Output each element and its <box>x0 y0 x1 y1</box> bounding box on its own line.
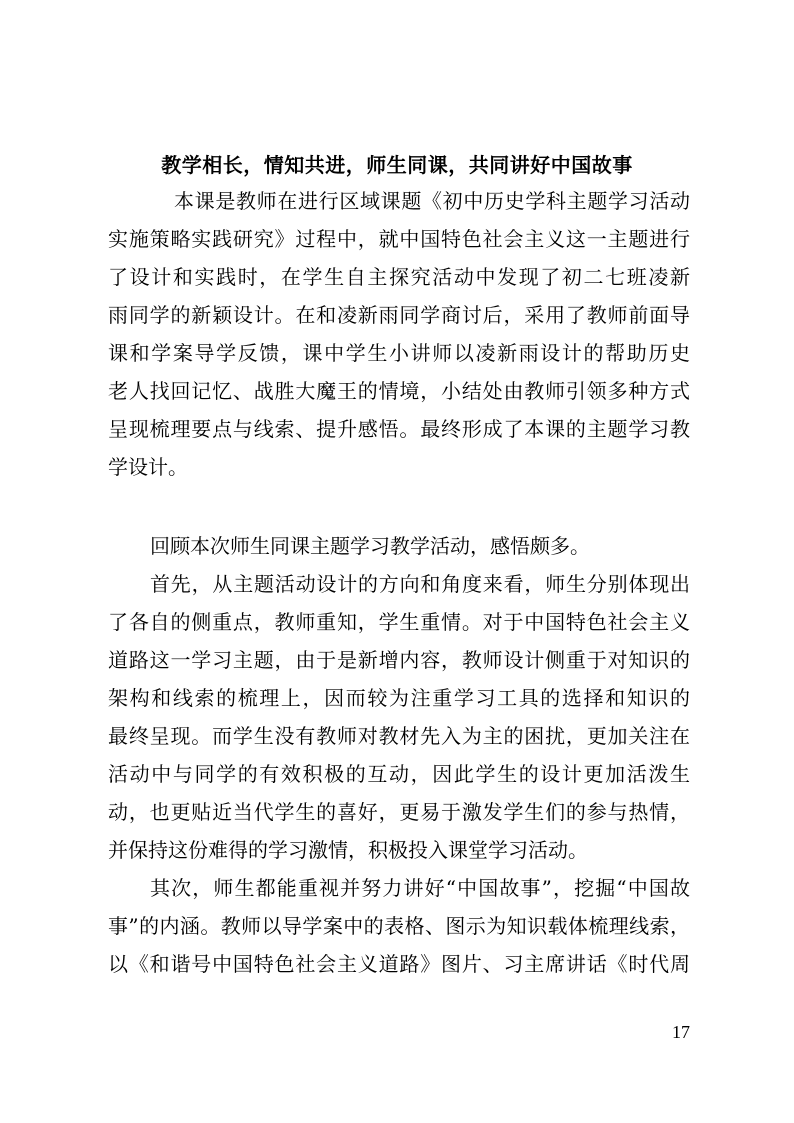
text-line: 架构和线索的梳理上，因而较为注重学习工具的选择和知识的 <box>108 686 690 710</box>
paragraph-1 <box>108 182 690 486</box>
text-line: 本课是教师在进行区域课题《初中历史学科主题学习活动 <box>174 189 690 213</box>
paragraph-2 <box>108 527 690 565</box>
paragraph-3 <box>108 565 690 869</box>
text-line: 了设计和实践时，在学生自主探究活动中发现了初二七班凌新 <box>108 265 690 289</box>
text-line: 道路这一学习主题，由于是新增内容，教师设计侧重于对知识的 <box>108 648 690 672</box>
text-line: 呈现梳理要点与线索、提升感悟。最终形成了本课的主题学习教 <box>108 417 690 441</box>
text-line: 动，也更贴近当代学生的喜好，更易于激发学生们的参与热情， <box>108 800 690 824</box>
text-line: 课和学案导学反馈，课中学生小讲师以凌新雨设计的帮助历史 <box>108 341 690 365</box>
text-line: 事”的内涵。教师以导学案中的表格、图示为知识载体梳理线索， <box>108 914 690 938</box>
text-line: 了各自的侧重点，教师重知，学生重情。对于中国特色社会主义 <box>108 610 690 634</box>
text-line: 最终呈现。而学生没有教师对教材先入为主的困扰，更加关注在 <box>108 724 690 748</box>
text-line: 首先，从主题活动设计的方向和角度来看，师生分别体现出 <box>150 572 690 596</box>
text-line: 学设计。 <box>108 455 188 479</box>
text-line: 实施策略实践研究》过程中，就中国特色社会主义这一主题进行 <box>108 227 690 251</box>
text-line: 并保持这份难得的学习激情，积极投入课堂学习活动。 <box>108 838 588 862</box>
text-line: 雨同学的新颖设计。在和凌新雨同学商讨后，采用了教师前面导 <box>108 303 690 327</box>
text-line: 回顾本次师生同课主题学习教学活动，感悟颇多。 <box>150 534 590 558</box>
page-number: 17 <box>672 1022 690 1042</box>
document-title: 教学相长，情知共进，师生同课，共同讲好中国故事 <box>161 153 633 177</box>
text-line: 老人找回记忆、战胜大魔王的情境，小结处由教师引领多种方式 <box>108 379 690 403</box>
text-line: 其次，师生都能重视并努力讲好“中国故事”，挖掘“中国故 <box>150 876 690 900</box>
text-line: 活动中与同学的有效积极的互动，因此学生的设计更加活泼生 <box>108 762 690 786</box>
text-line: 以《和谐号中国特色社会主义道路》图片、习主席讲话《时代周 <box>108 952 690 976</box>
paragraph-4 <box>108 869 690 983</box>
